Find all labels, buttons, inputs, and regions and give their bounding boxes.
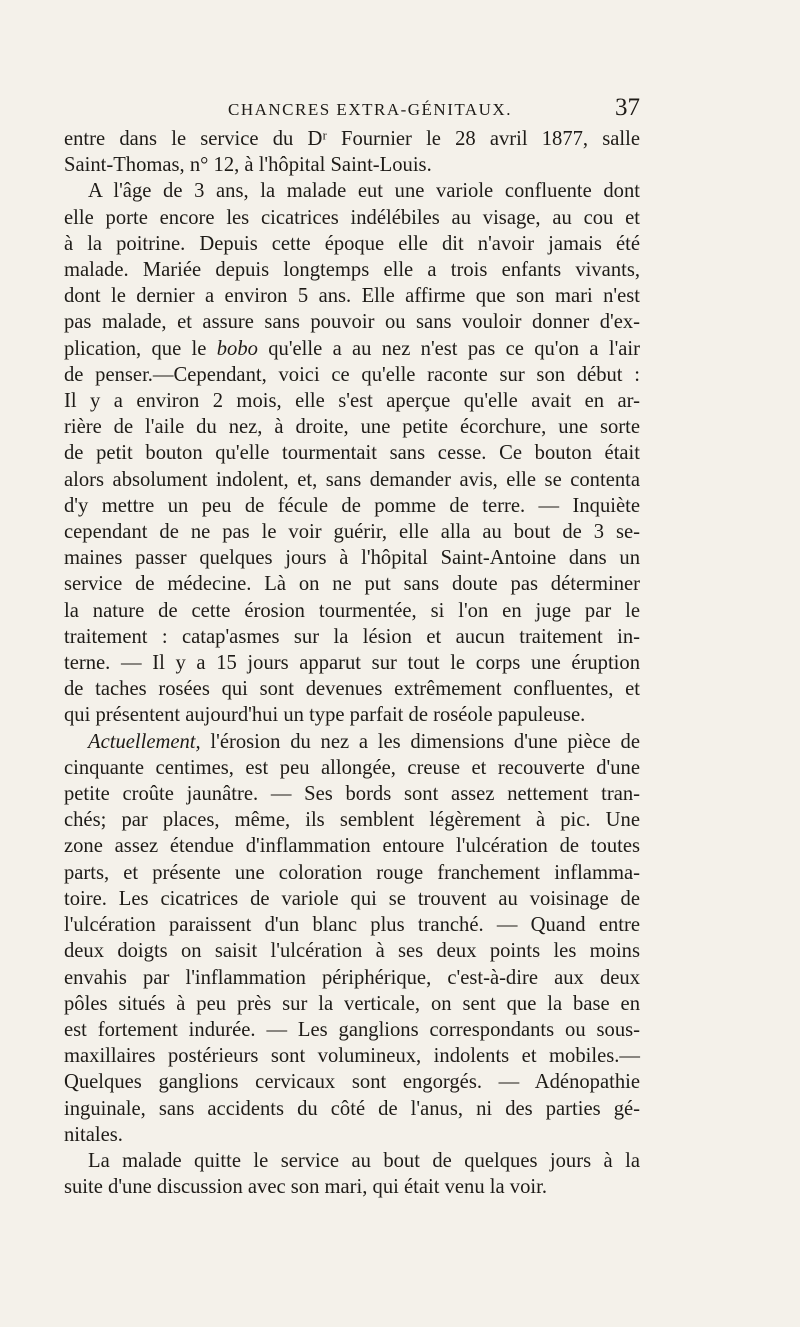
text-line: envahis par l'inflammation périphérique, c'est-à-dire aux deux (64, 966, 640, 989)
text-line: traitement : catap'asmes sur la lésion et aucun traitement in- (64, 625, 640, 648)
text-line: qui présentent aujourd'hui un type parfait de roséole papuleuse. (64, 704, 586, 727)
text-line: cinquante centimes, est peu allongée, creuse et recouverte d'une (64, 756, 640, 779)
text-line: est fortement indurée. — Les ganglions correspondants ou sous- (64, 1018, 640, 1041)
text-line: Il y a environ 2 mois, elle s'est aperçue qu'elle avait en ar- (64, 390, 640, 413)
italic-word: Actuellement, (88, 730, 201, 753)
text-line: toire. Les cicatrices de variole qui se trouvent au voisinage de (64, 887, 640, 910)
text-line: petite croûte jaunâtre. — Ses bords sont assez nettement tran- (64, 783, 640, 806)
text-line: entre dans le service du Dʳ Fournier le 28 avril 1877, salle (64, 128, 640, 150)
text-line: La malade quitte le service au bout de quelques jours à la (88, 1149, 640, 1172)
text-line: nitales. (64, 1123, 123, 1146)
text-line: malade. Mariée depuis longtemps elle a trois enfants vivants, (64, 259, 640, 282)
text-line: inguinale, sans accidents du côté de l'anus, ni des parties gé- (64, 1097, 640, 1120)
body-text (64, 126, 640, 1200)
text-line (64, 336, 640, 362)
text-line: zone assez étendue d'inflammation entoure l'ulcération de toutes (64, 835, 640, 858)
text-line: alors absolument indolent, et, sans demander avis, elle se contenta (64, 468, 640, 491)
text-line: A l'âge de 3 ans, la malade eut une variole confluente dont (88, 180, 640, 203)
paragraph-3 (64, 729, 640, 1148)
text-line: terne. — Il y a 15 jours apparut sur tout le corps une éruption (64, 652, 640, 675)
text-line: rière de l'aile du nez, à droite, une petite écorchure, une sorte (64, 416, 640, 439)
text-line: à la poitrine. Depuis cette époque elle dit n'avoir jamais été (64, 232, 640, 255)
text-line: maines passer quelques jours à l'hôpital Saint-Antoine dans un (64, 547, 640, 570)
page-number: 37 (615, 94, 640, 121)
text-segment: l'érosion du nez a les dimensions d'une pièce de (200, 730, 640, 753)
text-line: chés; par places, même, ils semblent légèrement à pic. Une (64, 809, 640, 832)
text-line: dont le dernier a environ 5 ans. Elle affirme que son mari n'est (64, 285, 640, 308)
text-line (64, 729, 640, 755)
italic-word: bobo (216, 337, 258, 360)
paragraph-1 (64, 126, 640, 178)
running-title: CHANCRES EXTRA-GÉNITAUX. (228, 100, 512, 119)
text-line: d'y mettre un peu de fécule de pomme de terre. — Inquiète (64, 494, 640, 517)
text-line: de penser.—Cependant, voici ce qu'elle raconte sur son début : (64, 363, 640, 386)
text-line: de taches rosées qui sont devenues extrêmement confluentes, et (64, 678, 640, 701)
text-segment: plication, que le (64, 337, 217, 360)
text-line: maxillaires postérieurs sont volumineux, indolents et mobiles.— (64, 1045, 640, 1068)
text-line: pôles situés à peu près sur la verticale, on sent que la base en (64, 992, 640, 1015)
text-line: pas malade, et assure sans pouvoir ou sans vouloir donner d'ex- (64, 311, 640, 334)
text-segment: qu'elle a au nez n'est pas ce qu'on a l'air (257, 337, 640, 360)
text-line: Saint-Thomas, n° 12, à l'hôpital Saint-Louis. (64, 154, 432, 177)
text-line: Quelques ganglions cervicaux sont engorgés. — Adénopathie (64, 1071, 640, 1094)
text-line: de petit bouton qu'elle tourmentait sans cesse. Ce bouton était (64, 442, 640, 465)
text-line: l'ulcération paraissent d'un blanc plus tranché. — Quand entre (64, 914, 640, 937)
paragraph-2 (64, 178, 640, 728)
text-line: la nature de cette érosion tourmentée, si l'on en juge par le (64, 599, 640, 622)
paragraph-4 (64, 1148, 640, 1200)
text-line: suite d'une discussion avec son mari, qui était venu la voir. (64, 1176, 547, 1199)
text-line: deux doigts on saisit l'ulcération à ses deux points les moins (64, 940, 640, 963)
text-line: elle porte encore les cicatrices indélébiles au visage, au cou et (64, 206, 640, 229)
page-header (64, 94, 640, 124)
text-line: parts, et présente une coloration rouge franchement inflamma- (64, 861, 640, 884)
text-line: service de médecine. Là on ne put sans doute pas déterminer (64, 573, 640, 596)
text-line: cependant de ne pas le voir guérir, elle alla au bout de 3 se- (64, 521, 640, 544)
